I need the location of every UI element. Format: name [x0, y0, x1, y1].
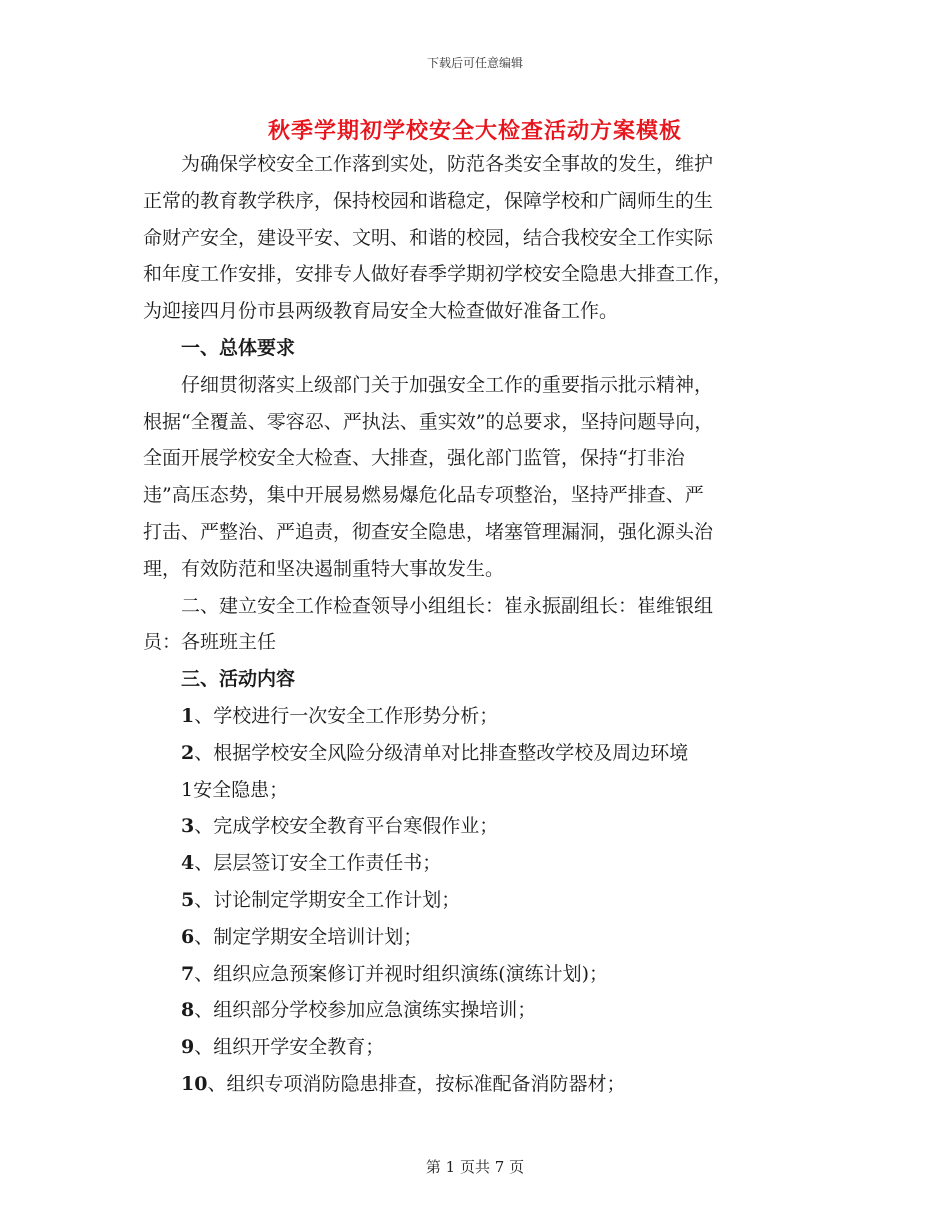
list-item [143, 772, 808, 809]
item-text: 、组织专项消防隐患排查，按标准配备消防器材； [207, 1072, 626, 1095]
item-text: 、学校进行一次安全工作形势分析； [194, 704, 499, 727]
list-item [143, 845, 808, 882]
section-heading-general-requirements: 一、总体要求 [181, 336, 296, 359]
list-item [143, 735, 808, 772]
item-number: 9 [181, 1036, 195, 1059]
paragraph-line: 员：各班班主任 [143, 631, 277, 654]
item-text: 、讨论制定学期安全工作计划； [194, 888, 461, 911]
item-number: 2 [181, 741, 195, 764]
item-number: 1 [181, 704, 195, 727]
item-number: 3 [181, 815, 195, 838]
list-item [143, 808, 808, 845]
page-footer: 第 1 页共 7 页 [425, 1158, 525, 1176]
paragraph-line: 二、建立安全工作检查领导小组组长：崔永振副组长：崔维银组 [181, 594, 714, 617]
item-text: 、组织部分学校参加应急演练实操培训； [194, 999, 537, 1022]
item-text: 1安全隐患； [181, 778, 289, 801]
list-item [143, 1066, 808, 1103]
paragraph-line: 仔细贯彻落实上级部门关于加强安全工作的重要指示批示精神， [181, 373, 714, 396]
item-text: 、层层签订安全工作责任书； [194, 852, 442, 875]
document-title: 秋季学期初学校安全大检查活动方案模板 [267, 118, 682, 144]
list-item [143, 956, 808, 993]
item-number: 7 [181, 962, 195, 985]
item-text: 、制定学期安全培训计划； [194, 925, 423, 948]
item-text: 、组织应急预案修订并视时组织演练(演练计划)； [194, 962, 609, 985]
item-number: 10 [181, 1072, 208, 1095]
activity-list [143, 698, 808, 1103]
general-requirements-paragraph [143, 367, 808, 588]
list-item [143, 992, 808, 1029]
list-item [143, 882, 808, 919]
paragraph-line: 全面开展学校安全大检查、大排查，强化部门监管，保持“打非治 [143, 447, 685, 470]
intro-line: 命财产安全，建设平安、文明、和谐的校园，结合我校安全工作实际 [143, 226, 714, 249]
document-body [143, 146, 808, 1103]
list-item [143, 919, 808, 956]
leadership-group-paragraph [143, 588, 808, 662]
item-text: 、完成学校安全教育平台寒假作业； [194, 815, 499, 838]
item-text: 、根据学校安全风险分级清单对比排查整改学校及周边环境 [194, 741, 689, 764]
list-item [143, 698, 808, 735]
paragraph-line: 理，有效防范和坚决遏制重特大事故发生。 [143, 557, 505, 580]
intro-line: 正常的教育教学秩序，保持校园和谐稳定，保障学校和广阔师生的生 [143, 189, 714, 212]
item-number: 5 [181, 888, 195, 911]
header-note: 下载后可任意编辑 [426, 56, 523, 70]
paragraph-line: 违”高压态势，集中开展易燃易爆危化品专项整治，坚持严排查、严 [143, 484, 704, 507]
intro-line: 为迎接四月份市县两级教育局安全大检查做好准备工作。 [143, 300, 619, 323]
paragraph-line: 根据“全覆盖、零容忍、严执法、重实效”的总要求，坚持问题导向， [143, 410, 714, 433]
item-number: 6 [181, 925, 195, 948]
section-heading-activity-content: 三、活动内容 [181, 668, 296, 691]
item-text: 、组织开学安全教育； [194, 1036, 385, 1059]
paragraph-line: 打击、严整治、严追责，彻查安全隐患，堵塞管理漏洞，强化源头治 [143, 520, 714, 543]
item-number: 4 [181, 852, 195, 875]
item-number: 8 [181, 999, 195, 1022]
intro-line: 为确保学校安全工作落到实处，防范各类安全事故的发生，维护 [181, 153, 714, 175]
intro-line: 和年度工作安排，安排专人做好春季学期初学校安全隐患大排查工作， [143, 263, 733, 286]
list-item [143, 1029, 808, 1066]
intro-paragraph [143, 146, 808, 330]
